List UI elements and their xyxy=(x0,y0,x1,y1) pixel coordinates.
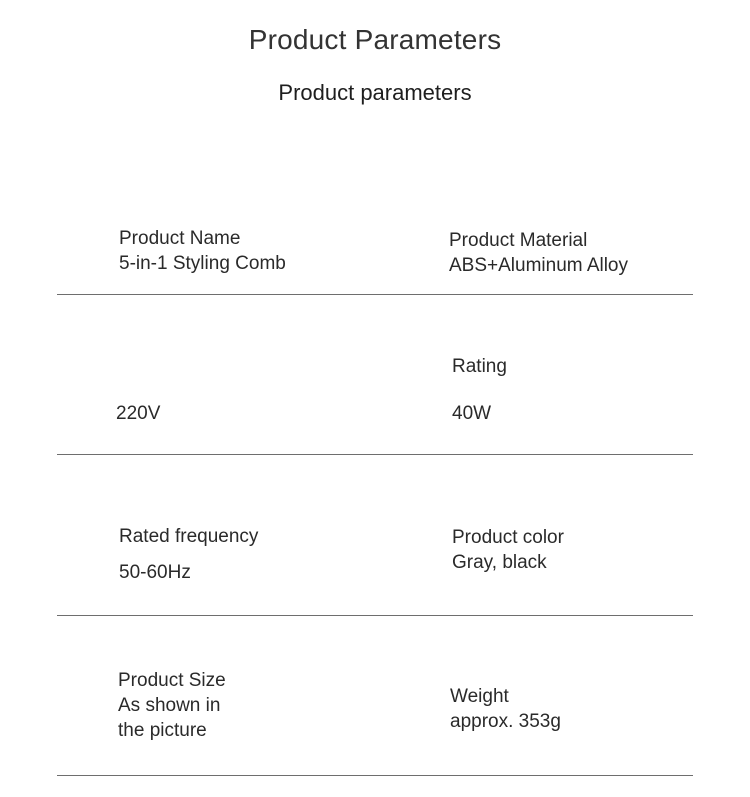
param-label: Product Material xyxy=(449,230,588,251)
param-label: Rating xyxy=(452,356,507,377)
param-value: 220V xyxy=(116,403,161,424)
param-weight xyxy=(450,684,561,734)
param-rating xyxy=(452,354,507,379)
param-label: Product Name xyxy=(119,228,241,249)
param-value: Gray, black xyxy=(452,552,547,573)
param-rating-value xyxy=(452,401,491,426)
row-divider xyxy=(57,454,693,455)
param-value: the picture xyxy=(118,720,207,741)
param-value: 40W xyxy=(452,403,492,424)
param-label: Weight xyxy=(450,686,509,707)
param-product-name xyxy=(119,226,286,276)
param-rated-frequency xyxy=(119,524,258,549)
page-subtitle: Product parameters xyxy=(278,80,472,105)
param-product-color xyxy=(452,525,564,575)
param-label: Product color xyxy=(452,527,564,548)
param-value: As shown in xyxy=(118,695,221,716)
param-voltage xyxy=(116,401,160,426)
page-title: Product Parameters xyxy=(248,24,502,55)
row-divider xyxy=(57,615,693,616)
param-rated-frequency-value xyxy=(119,560,191,585)
param-label: Product Size xyxy=(118,670,226,691)
row-divider xyxy=(57,294,693,295)
row-divider xyxy=(57,775,693,776)
param-value: 50-60Hz xyxy=(119,562,191,583)
param-value: 5-in-1 Styling Comb xyxy=(119,253,286,274)
param-product-material xyxy=(449,228,628,278)
param-value: approx. 353g xyxy=(450,711,561,732)
param-label: Rated frequency xyxy=(119,526,259,547)
param-value: ABS+Aluminum Alloy xyxy=(449,255,628,276)
param-product-size xyxy=(118,668,226,743)
